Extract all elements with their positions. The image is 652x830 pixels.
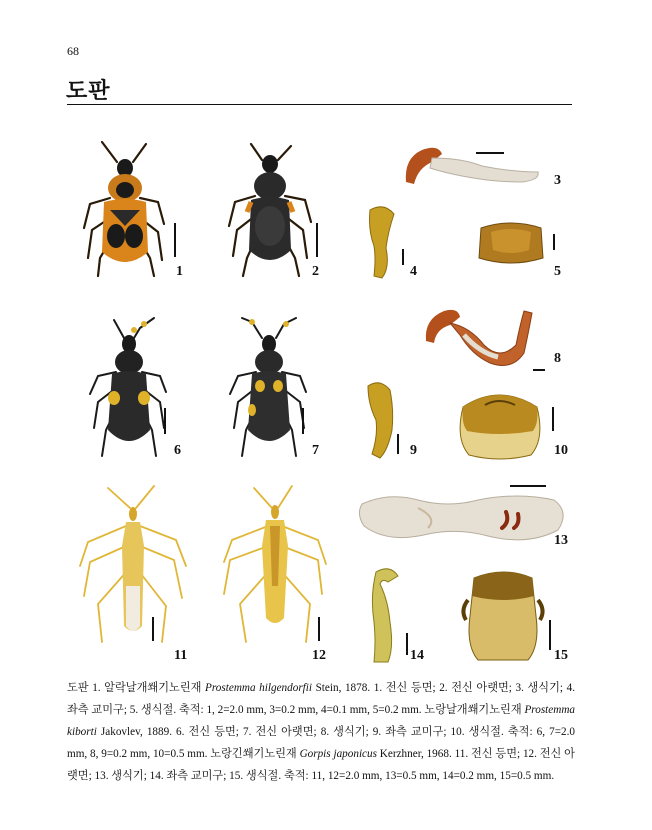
figure-number-14: 14 xyxy=(410,648,424,663)
figure-number-9: 9 xyxy=(410,443,417,458)
figure-13-genitalia-image xyxy=(358,488,572,550)
scale-bar xyxy=(397,434,399,454)
figure-number-8: 8 xyxy=(554,351,561,366)
species-name: Prostemma hilgendorfii xyxy=(205,682,312,694)
figure-7-ventral-image xyxy=(224,318,314,458)
scale-bar xyxy=(402,249,404,265)
figure-10-genital-segment-image xyxy=(455,383,545,461)
figure-number-11: 11 xyxy=(174,648,188,663)
scale-bar xyxy=(174,223,176,257)
figure-9-clasper-image xyxy=(364,380,400,460)
figure-1-dorsal-image xyxy=(80,140,170,280)
figure-number-2: 2 xyxy=(312,264,319,279)
figure-number-10: 10 xyxy=(554,443,568,458)
plate-heading: 도판 xyxy=(66,79,111,104)
figure-2-ventral-image xyxy=(225,142,315,282)
figure-number-6: 6 xyxy=(174,443,181,458)
scale-bar xyxy=(549,620,551,650)
figure-8-genitalia-image xyxy=(420,305,540,377)
figure-number-15: 15 xyxy=(554,648,568,663)
species-name: Prostemma kiborti xyxy=(67,704,575,738)
scale-bar xyxy=(476,152,504,154)
scale-bar xyxy=(152,617,154,641)
figure-number-4: 4 xyxy=(410,264,417,279)
scale-bar xyxy=(316,223,318,257)
figure-number-7: 7 xyxy=(312,443,319,458)
scale-bar xyxy=(510,485,546,487)
figure-11-dorsal-image xyxy=(78,486,188,646)
scale-bar xyxy=(318,617,320,641)
figure-12-ventral-image xyxy=(220,486,330,646)
caption-text: Kerzhner, 1968. 11. 전신 등면; 12. 전신 아랫면; 13. 생식기; 14. 좌측 교미구; 15. 생식절. 축적: 11, 12=2.0 mm, 13=0.5 mm, 14=0.2 mm, 15=0.5 mm. xyxy=(67,748,575,782)
figure-15-genital-segment-image xyxy=(458,566,548,662)
caption-text: Stein, 1878. 1. 전신 등면; 2. 전신 아랫면; 3. 생식기; 4. 좌측 교미구; 5. 생식절. 축적: 1, 2=2.0 mm, 3=0.2 mm, 4=0.1 mm, 5=0.2 mm. 노랑날개쐐기노린재 xyxy=(67,682,575,716)
scale-bar xyxy=(406,633,408,655)
figure-number-13: 13 xyxy=(554,533,568,548)
figure-number-5: 5 xyxy=(554,264,561,279)
figure-3-genitalia-image xyxy=(402,142,542,192)
scale-bar xyxy=(302,408,304,434)
scale-bar xyxy=(533,369,545,371)
scale-bar xyxy=(553,234,555,250)
figure-number-1: 1 xyxy=(176,264,183,279)
figure-6-dorsal-image xyxy=(84,318,174,458)
caption-text: 도판 1. 알락날개쐐기노린재 xyxy=(67,682,206,694)
figure-4-clasper-image xyxy=(364,202,404,280)
scale-bar xyxy=(552,407,554,431)
figure-number-12: 12 xyxy=(312,648,326,663)
figure-number-3: 3 xyxy=(554,173,561,188)
scale-bar xyxy=(164,408,166,434)
heading-rule xyxy=(67,104,572,105)
species-name: Gorpis japonicus xyxy=(299,748,377,760)
plate-caption xyxy=(67,677,575,787)
figure-5-genital-segment-image xyxy=(475,218,547,266)
figure-14-clasper-image xyxy=(360,566,410,664)
page-number: 68 xyxy=(67,44,79,58)
caption-text: Jakovlev, 1889. 6. 전신 등면; 7. 전신 아랫면; 8. 생식기; 9. 좌측 교미구; 10. 생식절. 축적: 6, 7=2.0 mm, 8, 9=0.2 mm, 10=0.5 mm. 노랑긴쐐기노린재 xyxy=(67,726,575,760)
